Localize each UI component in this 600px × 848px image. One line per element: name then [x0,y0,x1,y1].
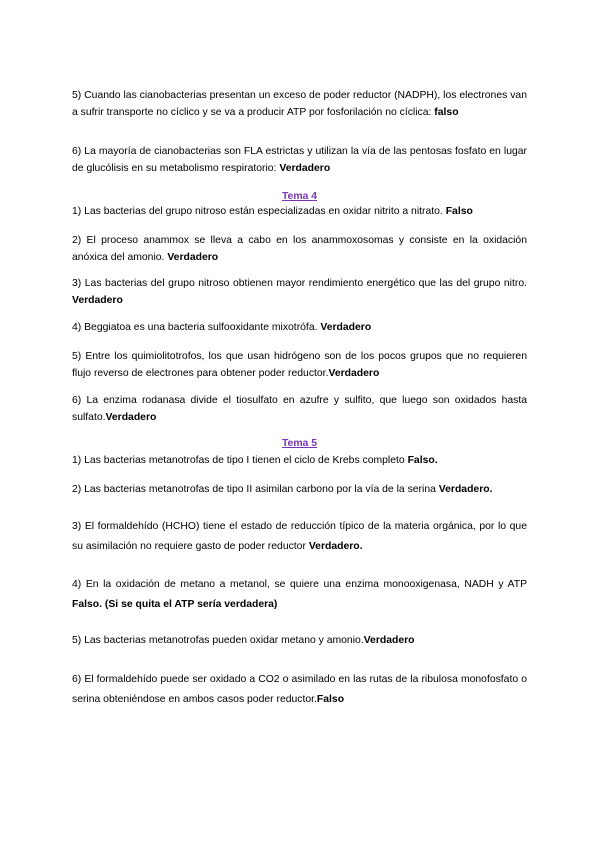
question-paragraph [72,348,527,382]
answer-label: Falso. [407,455,438,466]
question-paragraph [72,143,527,177]
section-title: Tema 5 [281,438,318,449]
question-paragraph [72,481,527,498]
question-text: 4) Beggiatoa es una bacteria sulfooxidante mixotrófa. [72,322,321,333]
question-text: 3) Las bacterias del grupo nitroso obtienen mayor rendimiento energético que las del grupo nitro. [72,278,527,289]
section-heading-tema-5 [72,436,527,452]
question-text: 6) El formaldehído puede ser oxidado a CO2 o asimilado en las rutas de la ribulosa monofosfato o serina obteniéndose en ambos casos poder reductor. [72,674,527,705]
question-paragraph [72,87,527,121]
answer-label: Verdadero [279,163,331,174]
answer-label: falso [434,107,459,118]
answer-label: Verdadero [363,635,415,646]
question-text: 1) Las bacterias metanotrofas de tipo I tienen el ciclo de Krebs completo [72,455,408,466]
question-paragraph [72,203,527,220]
question-paragraph [72,517,527,557]
question-text: 3) El formaldehído (HCHO) tiene el estado de reducción típico de la materia orgánica, por lo que su asimilación no requiere gasto de poder reductor [72,521,527,552]
answer-label: Falso [316,694,345,705]
question-paragraph [72,452,527,469]
question-text: 5) Las bacterias metanotrofas pueden oxidar metano y amonio. [72,635,364,646]
answer-label: Falso. (Si se quita el ATP sería verdadera) [72,599,278,610]
question-text: 2) Las bacterias metanotrofas de tipo II asimilan carbono por la vía de la serina [72,484,439,495]
section-title: Tema 4 [281,191,318,202]
question-text: 2) El proceso anammox se lleva a cabo en los anammoxosomas y consiste en la oxidación anóxica del amonio. [72,235,527,263]
question-paragraph [72,232,527,266]
answer-label: Falso [445,206,473,217]
answer-label: Verdadero [167,252,219,263]
answer-label: Verdadero [72,295,123,306]
question-text: 5) Cuando las cianobacterias presentan un exceso de poder reductor (NADPH), los electrones van a sufrir transporte no cíclico y se va a producir ATP por fosforilación no cíclica: [72,90,527,118]
question-paragraph [72,275,527,309]
answer-label: Verdadero. [308,541,363,552]
question-paragraph [72,632,527,649]
answer-label: Verdadero [320,322,372,333]
answer-label: Verdadero [328,368,380,379]
question-text: 1) Las bacterias del grupo nitroso están especializadas en oxidar nitrito a nitrato. [72,206,446,217]
question-paragraph [72,670,527,710]
question-text: 6) La mayoría de cianobacterias son FLA estrictas y utilizan la vía de las pentosas fosfato en lugar de glucólisis en su metabolismo respiratorio: [72,146,527,174]
answer-label: Verdadero. [438,484,493,495]
question-paragraph [72,575,527,615]
question-text: 6) La enzima rodanasa divide el tiosulfato en azufre y sulfito, que luego son oxidados hasta sulfato. [72,395,527,423]
question-paragraph [72,392,527,426]
answer-label: Verdadero [105,412,157,423]
question-text: 5) Entre los quimiolitotrofos, los que usan hidrógeno son de los pocos grupos que no requieren flujo reverso de electrones para obtener poder reductor. [72,351,527,379]
question-paragraph [72,319,527,336]
question-text: 4) En la oxidación de metano a metanol, se quiere una enzima monooxigenasa, NADH y ATP [72,579,527,590]
